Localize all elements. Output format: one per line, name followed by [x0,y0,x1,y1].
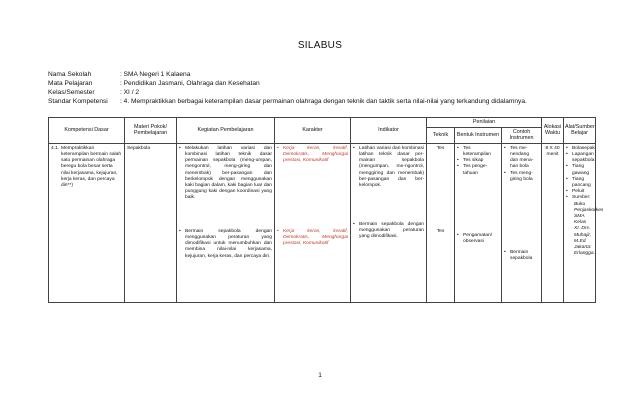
kd-number: 4.1. [51,145,60,151]
contoh-item: • Tes me-nendang [504,146,539,158]
cell-indikator [351,143,427,302]
header-karakter: Karakter [275,118,351,144]
page-number: 1 [318,372,322,379]
cell-bentuk [455,143,502,302]
teknik-value: Tes [436,228,445,234]
karakter-item: • Kerja keras, kreatif, Demokratis, Menghargai prestasi, Komunikatif [277,229,348,248]
table-row [49,143,596,302]
contoh-item: • Bermain sepakbola [504,250,539,262]
kd-text: Mempraktikkan keterampilan bermain salah satu permainan olahraga beregu bola besar serta nilai kerjasama, kejujuran, kerja keras, dan percaya diri**) [61,145,122,188]
meta-key: Standar Kompetensi [48,98,108,105]
meta-key: Mata Pelajaran [48,80,93,87]
alat-item: • Tiang pancang [566,177,593,189]
header-bentuk: Bentuk Instrumen [455,127,502,143]
meta-row-subject [48,79,527,88]
header-contoh: Contoh Instrumen [502,127,542,143]
sumber-reference: Buku Penjaskorkes SMA Kelas XI. Drs. Muhajir, M.Ed. Jakarta: Erlangga. [574,201,604,257]
meta-value: : XI / 2 [120,89,140,96]
contoh-text: dan mena-han bola [510,158,534,170]
header-teknik: Teknik [427,127,455,143]
cell-karakter [275,143,351,302]
meta-key: Nama Sekolah [48,71,92,78]
alat-item: • Bolasepak [566,146,593,152]
indikator-item: • Bermain sepakbola dengan menggunakan peraturan yang dimodifikasi. [353,222,424,241]
alat-item: • Sumber: [566,195,593,201]
contoh-item-cont [504,158,539,170]
bentuk-item: • Tes penge-tahuan [457,164,499,176]
bentuk-item: • Pengamatan/ observasi [457,233,499,245]
meta-row-class [48,88,527,97]
table-header-row [49,118,596,128]
meta-key: Kelas/Semester [48,89,95,96]
syllabus-table [48,117,604,303]
alat-item: • Lapangan sepakbola [566,152,593,164]
alat-item: • Peluit [566,189,593,195]
cell-materi: Sepakbola [125,143,177,302]
meta-value: : Pendidikan Jasmani, Olahraga dan Kesehatan [120,80,260,87]
teknik-value: Tes [436,145,445,151]
meta-row-competency [48,97,527,106]
cell-alat-sumber [564,143,604,302]
document-header-info [48,70,527,106]
kegiatan-item: • Bermain sepakbola dengan menggunakan peraturan yang dimodifikasi untuk menumbuhkan dan membina nilai-nilai kerjasama, kejujuran, kerja keras, dan percaya diri. [179,229,272,260]
cell-alokasi [542,143,564,302]
alokasi-line: menit [546,151,559,157]
meta-row-school [48,70,527,79]
alat-item: • Tiang gawang [566,164,593,176]
meta-value: : 4. Mempraktikkan berbagai keterampilan dasar permainan olahraga dengan teknik dan taktik serta nilai-nilai yang terkandung didalamnya. [120,98,527,105]
karakter-item: • Kerja keras, kreatif, Demokratis, Menghargai prestasi, Komunikatif [277,146,348,165]
cell-kegiatan [177,143,275,302]
header-alat-sumber: Alat/Sumber Belajar [564,118,596,144]
header-indikator: Indikator [351,118,427,144]
header-penilaian: Penilaian [427,118,542,128]
cell-contoh [502,143,542,302]
header-materi: Materi Pokok/ Pembelajaran [125,118,177,144]
meta-value: : SMA Negeri 1 Kalaena [120,71,191,78]
cell-kompetensi-dasar [49,143,125,302]
header-kompetensi-dasar: Kompetensi Dasar [49,118,125,144]
header-alokasi: Alokasi Waktu [542,118,564,144]
alokasi-line: 8 X 40 [545,145,560,151]
bentuk-item: • Tes sikap [457,158,499,164]
cell-teknik [427,143,455,302]
indikator-item: • Latihan variasi dan kombinasi latihan teknik dasar per-mainan sepakbola (mengumpan, me-ngontrol, menggiring dan menembak) ber-pasangan dan ber-kelompok. [353,146,424,189]
header-kegiatan: Kegiatan Pembelajaran [177,118,275,144]
page-title: SILABUS [297,40,343,51]
kegiatan-item: • Melakukan latihan variasi dan kombinasi latihan teknik dasar permainan sepakbola (meng-umpan, mengontrol, meng-giring dan menembak) ber-pasangan dan berkelompok dengan menggunakan kaki bagian dalam, kaki bagian luar dan punggung kaki dengan koordinasi yang baik. [179,146,272,202]
bentuk-item: • Tes keterampilan [457,146,499,158]
contoh-item: • Tes meng-giring bola [504,171,539,183]
